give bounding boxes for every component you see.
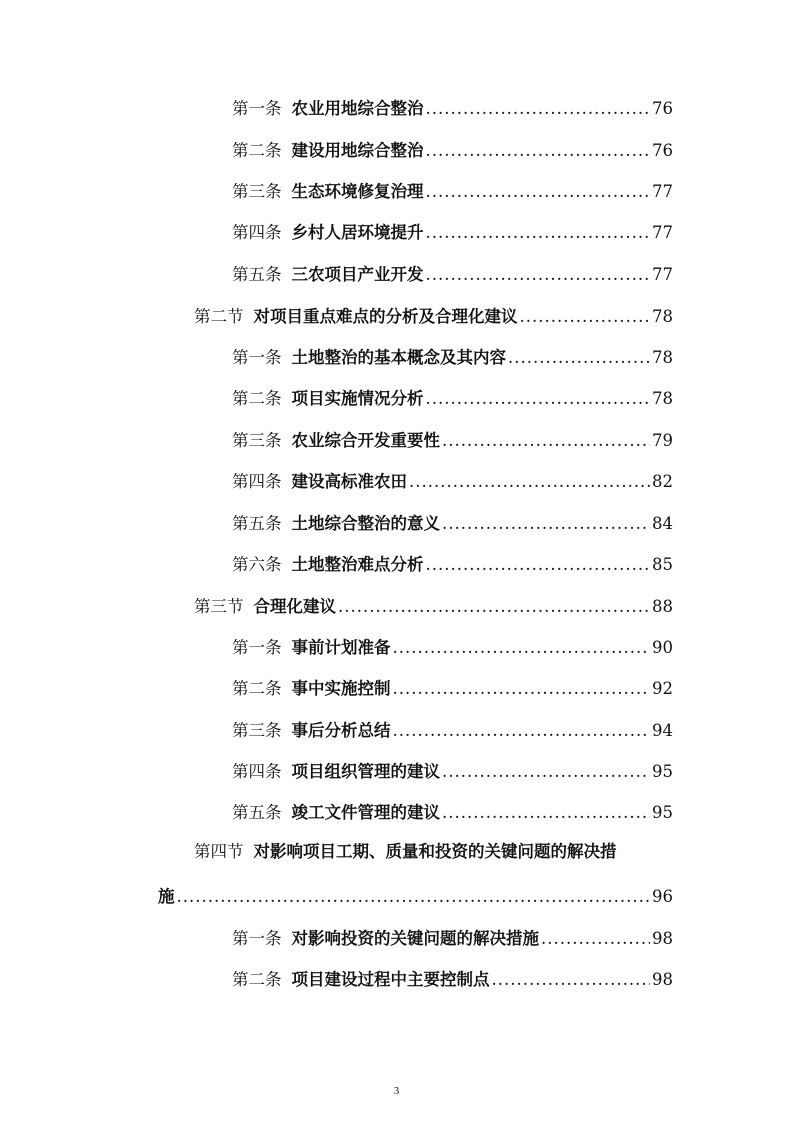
toc-entry-page: 77: [652, 223, 673, 242]
toc-entry-number: 第二条: [232, 389, 282, 408]
toc-entry-page: 85: [652, 555, 673, 574]
toc-entry-number: 第五条: [232, 803, 282, 822]
dot-leader: [426, 181, 651, 203]
toc-entry-number: 第四条: [232, 223, 282, 242]
toc-entry-title: 农业用地综合整治: [291, 99, 424, 118]
toc-section-entry[interactable]: [194, 306, 673, 328]
dot-leader: [426, 554, 651, 576]
toc-entry[interactable]: [232, 720, 673, 742]
toc-entry-page: 78: [652, 307, 673, 326]
toc-entry-page: 82: [652, 472, 673, 491]
toc-entry-page: 77: [652, 265, 673, 284]
toc-entry-page: 98: [652, 970, 673, 989]
toc-entry-title: 土地综合整治的意义: [291, 514, 440, 533]
toc-entry[interactable]: [232, 928, 673, 950]
toc-entry-title: 土地整治的基本概念及其内容: [291, 348, 506, 367]
toc-entry-title-continued: 施: [158, 887, 175, 906]
dot-leader: [492, 969, 651, 991]
toc-entry-number: 第五条: [232, 265, 282, 284]
page-number: 3: [393, 1085, 400, 1097]
toc-entry-title: 对影响项目工期、质量和投资的关键问题的解决措: [253, 842, 617, 861]
toc-entry-title: 项目组织管理的建议: [291, 762, 440, 781]
dot-leader: [442, 513, 650, 535]
toc-entry-title: 项目实施情况分析: [291, 389, 424, 408]
toc-entry-number: 第四条: [232, 472, 282, 491]
toc-entry-page: 88: [652, 597, 673, 616]
toc-entry[interactable]: [232, 637, 673, 659]
toc-entry-page: 76: [652, 141, 673, 160]
dot-leader: [442, 761, 650, 783]
dot-leader: [338, 596, 650, 618]
toc-entry-number: 第四节: [194, 842, 244, 861]
toc-entry[interactable]: [232, 969, 673, 991]
dot-leader: [426, 264, 651, 286]
toc-entry-page: 79: [652, 431, 673, 450]
toc-section-entry-line2[interactable]: [158, 886, 673, 908]
dot-leader: [177, 886, 651, 908]
toc-entry-page: 90: [652, 638, 673, 657]
toc-entry-title: 乡村人居环境提升: [291, 223, 424, 242]
toc-entry-title: 土地整治难点分析: [291, 555, 424, 574]
toc-entry-number: 第三条: [232, 182, 282, 201]
toc-entry-page: 76: [652, 99, 673, 118]
toc-entry-number: 第六条: [232, 555, 282, 574]
toc-entry[interactable]: [232, 264, 673, 286]
dot-leader: [426, 222, 651, 244]
toc-entry-number: 第三条: [232, 431, 282, 450]
toc-entry-page: 94: [652, 721, 673, 740]
toc-entry-page: 78: [652, 348, 673, 367]
toc-entry-page: 96: [652, 887, 673, 906]
dot-leader: [393, 678, 651, 700]
dot-leader: [520, 306, 651, 328]
dot-leader: [442, 802, 650, 824]
toc-entry[interactable]: [232, 513, 673, 535]
toc-entry-number: 第一条: [232, 99, 282, 118]
dot-leader: [508, 347, 650, 369]
toc-entry-number: 第二条: [232, 679, 282, 698]
toc-entry-title: 农业综合开发重要性: [291, 431, 440, 450]
toc-entry[interactable]: [232, 430, 673, 452]
toc-entry-title: 对影响投资的关键问题的解决措施: [291, 929, 539, 948]
toc-entry-title: 三农项目产业开发: [291, 265, 424, 284]
dot-leader: [426, 140, 651, 162]
toc-entry-number: 第五条: [232, 514, 282, 533]
toc-entry-number: 第一条: [232, 348, 282, 367]
toc-entry[interactable]: [232, 222, 673, 244]
toc-entry-number: 第二条: [232, 141, 282, 160]
toc-entry-title: 建设高标准农田: [291, 472, 407, 491]
toc-entry-number: 第三条: [232, 721, 282, 740]
toc-section-entry-line1[interactable]: [194, 841, 673, 863]
dot-leader: [393, 637, 651, 659]
toc-entry[interactable]: [232, 98, 673, 120]
toc-entry-title: 事中实施控制: [291, 679, 391, 698]
toc-entry-number: 第二条: [232, 970, 282, 989]
toc-entry-title: 生态环境修复治理: [291, 182, 424, 201]
toc-entry-page: 84: [652, 514, 673, 533]
toc-entry[interactable]: [232, 388, 673, 410]
toc-entry-page: 95: [652, 803, 673, 822]
toc-entry[interactable]: [232, 678, 673, 700]
toc-entry[interactable]: [232, 761, 673, 783]
toc-entry-number: 第一条: [232, 638, 282, 657]
toc-entry-title: 项目建设过程中主要控制点: [291, 970, 490, 989]
toc-entry-title: 对项目重点难点的分析及合理化建议: [253, 307, 518, 326]
toc-entry[interactable]: [232, 181, 673, 203]
dot-leader: [541, 928, 650, 950]
toc-entry[interactable]: [232, 554, 673, 576]
dot-leader: [442, 430, 650, 452]
toc-entry-title: 事前计划准备: [291, 638, 391, 657]
toc-entry-number: 第四条: [232, 762, 282, 781]
toc-entry-number: 第一条: [232, 929, 282, 948]
dot-leader: [393, 720, 651, 742]
toc-entry-page: 78: [652, 389, 673, 408]
toc-entry-number: 第三节: [194, 597, 244, 616]
toc-entry[interactable]: [232, 140, 673, 162]
toc-entry-title: 竣工文件管理的建议: [291, 803, 440, 822]
toc-entry-page: 92: [652, 679, 673, 698]
toc-entry-page: 95: [652, 762, 673, 781]
dot-leader: [426, 388, 651, 410]
toc-entry[interactable]: [232, 802, 673, 824]
toc-entry[interactable]: [232, 347, 673, 369]
toc-entry-title: 合理化建议: [253, 597, 336, 616]
toc-entry-title: 事后分析总结: [291, 721, 391, 740]
dot-leader: [426, 98, 651, 120]
toc-section-entry[interactable]: [194, 596, 673, 618]
toc-entry-number: 第二节: [194, 307, 244, 326]
toc-entry-page: 77: [652, 182, 673, 201]
toc-entry[interactable]: [232, 471, 673, 493]
toc-entry-page: 98: [652, 929, 673, 948]
dot-leader: [409, 471, 650, 493]
toc-entry-title: 建设用地综合整治: [291, 141, 424, 160]
